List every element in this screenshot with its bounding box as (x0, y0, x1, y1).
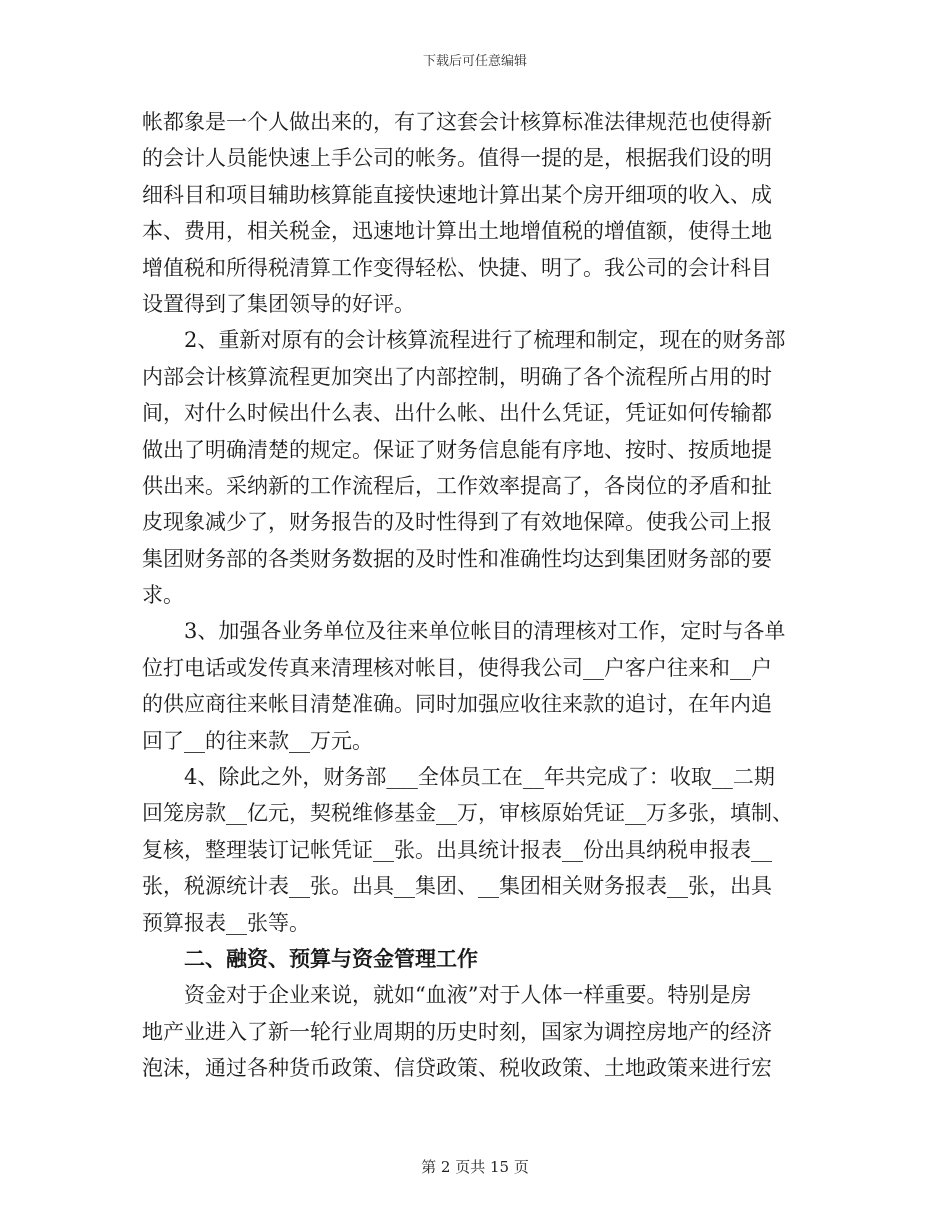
text-line: 的供应商往来帐目清楚准确。同时加强应收往来款的追讨，在年内追 (142, 692, 772, 717)
text-line: 预算报表__张等。 (142, 910, 310, 935)
page-number: 第 2 页共 15 页 (421, 1158, 529, 1176)
text-line: 设置得到了集团领导的好评。 (142, 291, 415, 316)
text-line: 地产业进入了新一轮行业周期的历史时刻，国家为调控房地产的经济 (142, 1019, 772, 1044)
text-line: 泡沫，通过各种货币政策、信贷政策、税收政策、土地政策来进行宏 (142, 1056, 772, 1081)
text-line: 供出来。采纳新的工作流程后，工作效率提高了，各岗位的矛盾和扯 (142, 473, 772, 498)
text-line: 资金对于企业来说，就如“血液”对于人体一样重要。特别是房 (184, 983, 752, 1008)
text-line: 间，对什么时候出什么表、出什么帐、出什么凭证，凭证如何传输都 (142, 401, 772, 426)
text-line: 集团财务部的各类财务数据的及时性和准确性均达到集团财务部的要 (142, 546, 772, 571)
text-line: 内部会计核算流程更加突出了内部控制，明确了各个流程所占用的时 (142, 364, 772, 389)
text-line: 做出了明确清楚的规定。保证了财务信息能有序地、按时、按质地提 (142, 437, 772, 462)
text-line: 张，税源统计表__张。出具__集团、__集团相关财务报表__张，出具 (142, 874, 772, 899)
text-line: 4、除此之外，财务部___全体员工在__年共完成了：收取__二期 (184, 765, 775, 790)
text-line: 3、加强各业务单位及往来单位帐目的清理核对工作，定时与各单 (184, 619, 786, 644)
text-line: 求。 (142, 583, 184, 608)
document-body (142, 104, 802, 1087)
page-header: 下载后可任意编辑 (422, 54, 527, 69)
text-line: 本、费用，相关税金，迅速地计算出土地增值税的增值额，使得土地 (142, 219, 772, 244)
text-line: 细科目和项目辅助核算能直接快速地计算出某个房开细项的收入、成 (142, 182, 772, 207)
text-line: 回笼房款__亿元，契税维修基金__万，审核原始凭证__万多张，填制、 (142, 801, 793, 826)
text-line: 的会计人员能快速上手公司的帐务。值得一提的是，根据我们设的明 (142, 146, 772, 171)
text-line: 位打电话或发传真来清理核对帐目，使得我公司__户客户往来和__户 (142, 655, 772, 680)
section-heading: 二、融资、预算与资金管理工作 (184, 945, 478, 971)
text-line: 回了__的往来款__万元。 (142, 728, 373, 753)
text-line: 皮现象减少了，财务报告的及时性得到了有效地保障。使我公司上报 (142, 510, 772, 535)
text-line: 复核，整理装订记帐凭证__张。出具统计报表__份出具纳税申报表__ (142, 837, 772, 862)
text-line: 2、重新对原有的会计核算流程进行了梳理和制定，现在的财务部 (184, 328, 786, 353)
text-line: 帐都象是一个人做出来的，有了这套会计核算标准法律规范也使得新 (142, 110, 772, 134)
text-line: 增值税和所得税清算工作变得轻松、快捷、明了。我公司的会计科目 (142, 255, 772, 280)
